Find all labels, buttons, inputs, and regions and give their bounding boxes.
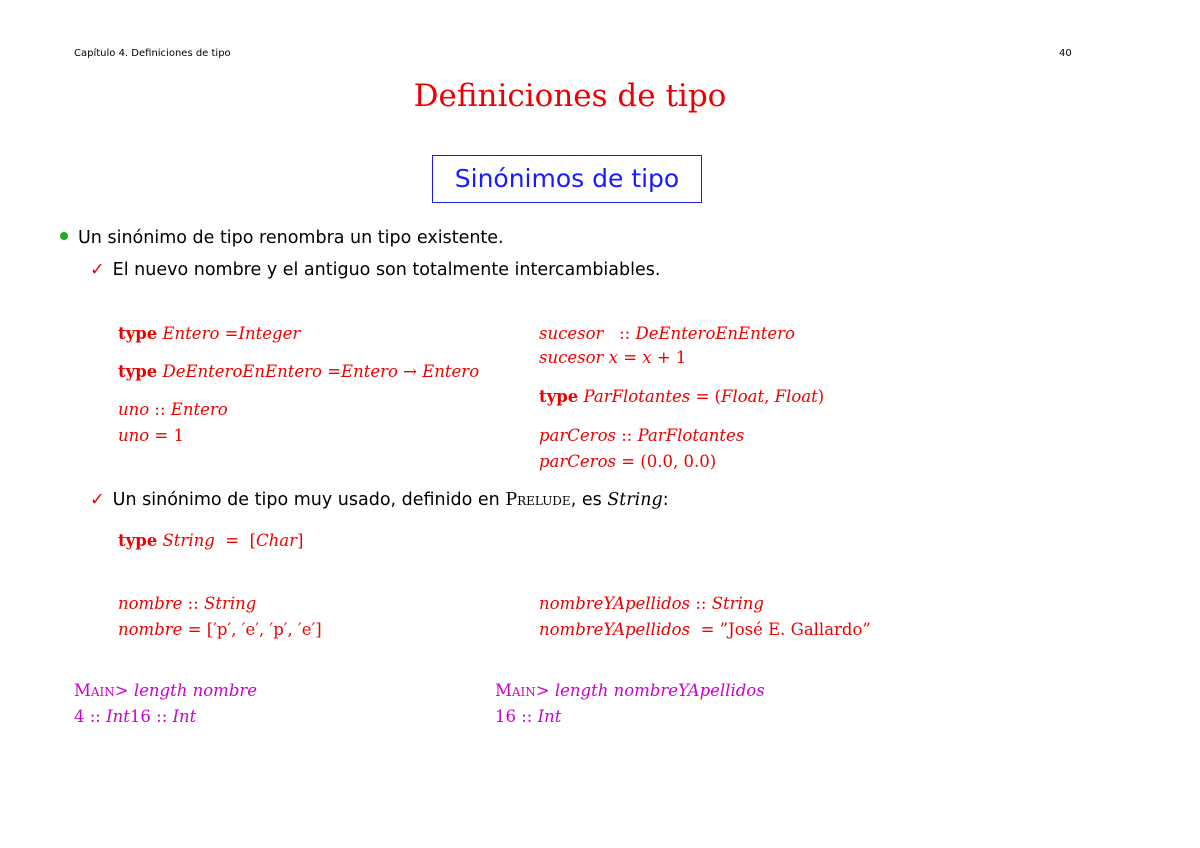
interpreter-prompt: Main> [495, 681, 550, 700]
code-identifier: String [204, 594, 257, 613]
code-identifier: Entero → Entero [341, 362, 480, 381]
interpreter-result-left [74, 707, 196, 726]
code-line [118, 594, 256, 613]
code-symbol: :: [182, 594, 205, 613]
check-text-2-end: : [662, 490, 669, 510]
code-line [539, 387, 824, 406]
code-symbol: ) [817, 387, 825, 406]
code-line [539, 348, 686, 367]
check-text-2-middle: , es [570, 490, 608, 510]
code-line [118, 426, 184, 445]
code-symbol: :: [149, 400, 171, 419]
code-keyword: type [118, 362, 158, 381]
interpreter-command-left [74, 681, 257, 700]
code-symbol: = [321, 362, 342, 381]
code-identifier: nombreYApellidos [539, 620, 691, 639]
result-type: Int [106, 707, 130, 726]
interpreter-prompt: Main> [74, 681, 129, 700]
code-symbol: = ”José E. Gallardo” [690, 620, 871, 639]
code-line [118, 400, 228, 419]
code-identifier: sucesor [539, 348, 604, 367]
code-identifier: Float [720, 387, 765, 406]
code-symbol: = [219, 324, 239, 343]
code-identifier: String [711, 594, 764, 613]
interpreter-command: length nombreYApellidos [554, 681, 765, 700]
interpreter-command-right [495, 681, 765, 700]
code-identifier: String [162, 531, 215, 550]
code-identifier: Entero [162, 324, 220, 343]
code-symbol: = (0.0, 0.0) [615, 452, 717, 471]
code-identifier: ParFlotantes [583, 387, 691, 406]
running-header: Capítulo 4. Definiciones de tipo [74, 48, 231, 59]
code-symbol: , [764, 387, 775, 406]
check-text-2: Un sinónimo de tipo muy usado, definido en [112, 490, 506, 510]
code-line [118, 620, 322, 639]
page-title: Definiciones de tipo [413, 78, 727, 114]
code-identifier: nombreYApellidos [539, 594, 691, 613]
result-text: 16 :: [495, 707, 538, 726]
check-text-1: El nuevo nombre y el antiguo son totalmente intercambiables. [112, 260, 661, 280]
code-identifier: Char [256, 531, 298, 550]
interpreter-command: length nombre [133, 681, 258, 700]
check-item-1 [90, 260, 660, 280]
page-number: 40 [1059, 48, 1072, 59]
code-line [539, 324, 795, 343]
check-icon: ✓ [90, 260, 105, 280]
code-identifier: sucesor [539, 324, 604, 343]
code-symbol: :: [615, 426, 638, 445]
string-type-name: String [607, 490, 663, 510]
prelude-name: Prelude [505, 490, 571, 510]
code-symbol: = ( [690, 387, 721, 406]
code-line [539, 594, 764, 613]
code-identifier: nombre [118, 594, 183, 613]
code-identifier: uno [118, 400, 150, 419]
code-identifier: uno [118, 426, 150, 445]
code-symbol: = [ [214, 531, 257, 550]
code-line [539, 452, 716, 471]
code-identifier: x [608, 348, 618, 367]
result-text: 16 :: [129, 707, 173, 726]
check-icon: ✓ [90, 490, 105, 510]
code-keyword: type [118, 531, 158, 550]
code-keyword: type [539, 387, 579, 406]
code-value: 1 [173, 426, 185, 445]
code-identifier: DeEnteroEnEntero [635, 324, 795, 343]
code-line [539, 620, 871, 639]
code-symbol: :: [603, 324, 636, 343]
code-identifier: DeEnteroEnEntero [162, 362, 322, 381]
code-symbol: = [′p′, ′e′, ′p′, ′e′] [182, 620, 322, 639]
code-identifier: Integer [238, 324, 301, 343]
result-type: Int [172, 707, 197, 726]
interpreter-result-right [495, 707, 561, 726]
code-identifier: ParFlotantes [637, 426, 745, 445]
code-line [539, 426, 744, 445]
bullet-text: Un sinónimo de tipo renombra un tipo existente. [78, 228, 504, 248]
code-identifier: x [642, 348, 652, 367]
code-identifier: parCeros [539, 452, 616, 471]
code-identifier: Entero [170, 400, 228, 419]
code-symbol: :: [690, 594, 712, 613]
code-symbol: = [149, 426, 174, 445]
code-symbol: + 1 [651, 348, 687, 367]
code-line [118, 531, 303, 550]
code-identifier: Float [774, 387, 818, 406]
code-keyword: type [118, 324, 158, 343]
result-text: 4 :: [74, 707, 107, 726]
bullet-dot-icon [60, 232, 68, 240]
bullet-item [60, 228, 504, 248]
code-line [118, 362, 479, 381]
check-item-2 [90, 490, 669, 510]
section-heading: Sinónimos de tipo [432, 155, 702, 203]
code-line [118, 324, 300, 343]
code-symbol: ] [297, 531, 304, 550]
code-identifier: parCeros [539, 426, 616, 445]
result-type: Int [537, 707, 562, 726]
code-identifier: nombre [118, 620, 183, 639]
code-symbol: = [617, 348, 643, 367]
